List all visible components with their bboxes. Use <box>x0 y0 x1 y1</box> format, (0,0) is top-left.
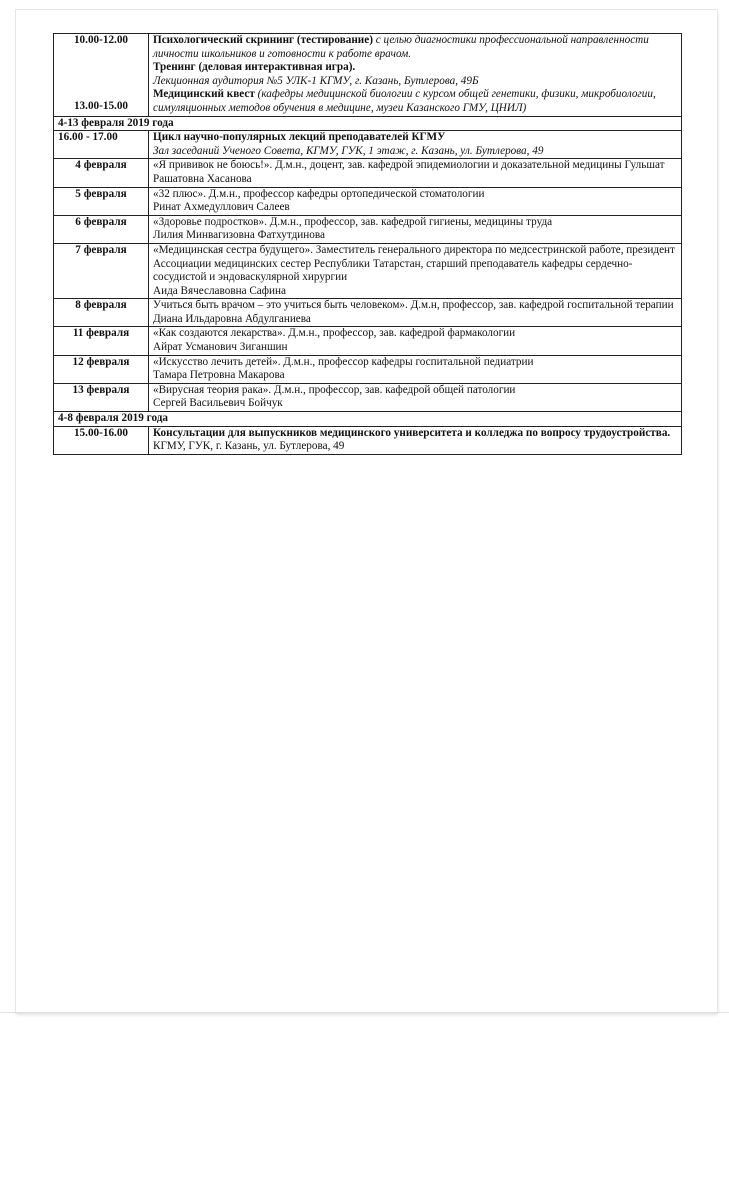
lecture-text: «Медицинская сестра будущего». Заместитель генерального директора по медсестринской работе, президент Ассоциации медицинских сестер Республики Татарстан, старший преподаватель кафедры сердечно-сосудистой и эндоваскулярной хирургии <box>153 243 675 284</box>
lecture-cell <box>149 159 682 187</box>
date-cell: 8 февраля <box>54 299 149 327</box>
description-cell <box>149 426 682 454</box>
lecturer-name: Тамара Петровна Макарова <box>153 369 285 382</box>
table-row <box>54 34 682 117</box>
time-cell: 15.00-16.00 <box>54 426 149 454</box>
lecture-text: «Я прививок не боюсь!». Д.м.н., доцент, зав. кафедрой эпидемиологии и доказательной медицины Гульшат Рашатовна Хасанова <box>153 159 665 185</box>
table-row <box>54 299 682 327</box>
lecture-cell <box>149 383 682 411</box>
lecturer-name: Сергей Васильевич Бойчук <box>153 397 283 410</box>
table-row <box>54 383 682 411</box>
table-row <box>54 131 682 159</box>
lecture-cell <box>149 327 682 355</box>
lecture-cell <box>149 243 682 298</box>
lecture-cell <box>149 355 682 383</box>
table-row <box>54 215 682 243</box>
table-row <box>54 412 682 427</box>
event-title: Консультации для выпускников медицинского университета и колледжа по вопросу трудоустройства. <box>153 426 671 439</box>
table-row <box>54 187 682 215</box>
date-cell: 4 февраля <box>54 159 149 187</box>
date-cell: 13 февраля <box>54 383 149 411</box>
date-cell: 11 февраля <box>54 327 149 355</box>
period-header: 4-8 февраля 2019 года <box>54 412 682 427</box>
table-row <box>54 426 682 454</box>
lecturer-name: Лилия Минвагизовна Фатхутдинова <box>153 229 325 242</box>
lecture-text: «Искусство лечить детей». Д.м.н., профессор кафедры госпитальной педиатрии <box>153 355 534 368</box>
event-location: Лекционная аудитория №5 УЛК-1 КГМУ, г. Казань, Бутлерова, 49Б <box>153 74 479 87</box>
lecture-cell <box>149 215 682 243</box>
lecture-cell <box>149 299 682 327</box>
lecture-text: Учиться быть врачом – это учиться быть человеком». Д.м.н, профессор, зав. кафедрой госпитальной терапии Диана Ильдаровна Абдулганиева <box>153 299 674 325</box>
event-title: Цикл научно-популярных лекций преподавателей КГМУ <box>153 131 446 144</box>
event-description: с целью диагностики профессиональной направленности личности школьников и готовности к работе врачом. <box>153 34 649 60</box>
table-row <box>54 327 682 355</box>
lecturer-name: Айрат Усманович Зиганшин <box>153 341 288 354</box>
lecturer-name: Аида Вячеславовна Сафина <box>153 284 286 297</box>
event-title: Медицинский квест <box>153 88 255 101</box>
lecture-text: «Вирусная теория рака». Д.м.н., профессор, зав. кафедрой общей патологии <box>153 383 516 396</box>
time-label: 13.00-15.00 <box>73 99 129 112</box>
table-row <box>54 355 682 383</box>
date-cell: 5 февраля <box>54 187 149 215</box>
period-header: 4-13 февраля 2019 года <box>54 116 682 131</box>
event-title: Тренинг (деловая интерактивная игра). <box>153 61 356 74</box>
lecture-text: «Здоровье подростков». Д.м.н., профессор, зав. кафедрой гигиены, медицины труда <box>153 215 553 228</box>
schedule-table <box>53 33 682 455</box>
lecturer-name: Ринат Ахмедуллович Салеев <box>153 201 290 214</box>
description-cell <box>149 131 682 159</box>
event-location: КГМУ, ГУК, г. Казань, ул. Бутлерова, 49 <box>153 440 345 453</box>
date-cell: 12 февраля <box>54 355 149 383</box>
event-description: (кафедры медицинской биологии с курсом общей генетики, физики, микробиологии, симуляционных методов обучения в медицине, музеи Казанского ГМУ, ЦНИЛ) <box>153 88 656 114</box>
description-cell <box>149 34 682 117</box>
date-cell: 6 февраля <box>54 215 149 243</box>
table-row <box>54 116 682 131</box>
lecture-text: «32 плюс». Д.м.н., профессор кафедры ортопедической стоматологии <box>153 187 485 200</box>
scan-edge <box>0 1012 729 1013</box>
event-title: Психологический скрининг (тестирование) <box>153 34 373 46</box>
time-cell: 16.00 - 17.00 <box>54 131 149 159</box>
lecture-cell <box>149 187 682 215</box>
time-label: 10.00-12.00 <box>73 34 129 46</box>
date-cell: 7 февраля <box>54 243 149 298</box>
table-row <box>54 243 682 298</box>
event-location: Зал заседаний Ученого Совета, КГМУ, ГУК, 1 этаж, г. Казань, ул. Бутлерова, 49 <box>153 144 544 157</box>
table-row <box>54 159 682 187</box>
time-cell <box>54 34 149 117</box>
lecture-text: «Как создаются лекарства». Д.м.н., профессор, зав. кафедрой фармакологии <box>153 327 516 340</box>
